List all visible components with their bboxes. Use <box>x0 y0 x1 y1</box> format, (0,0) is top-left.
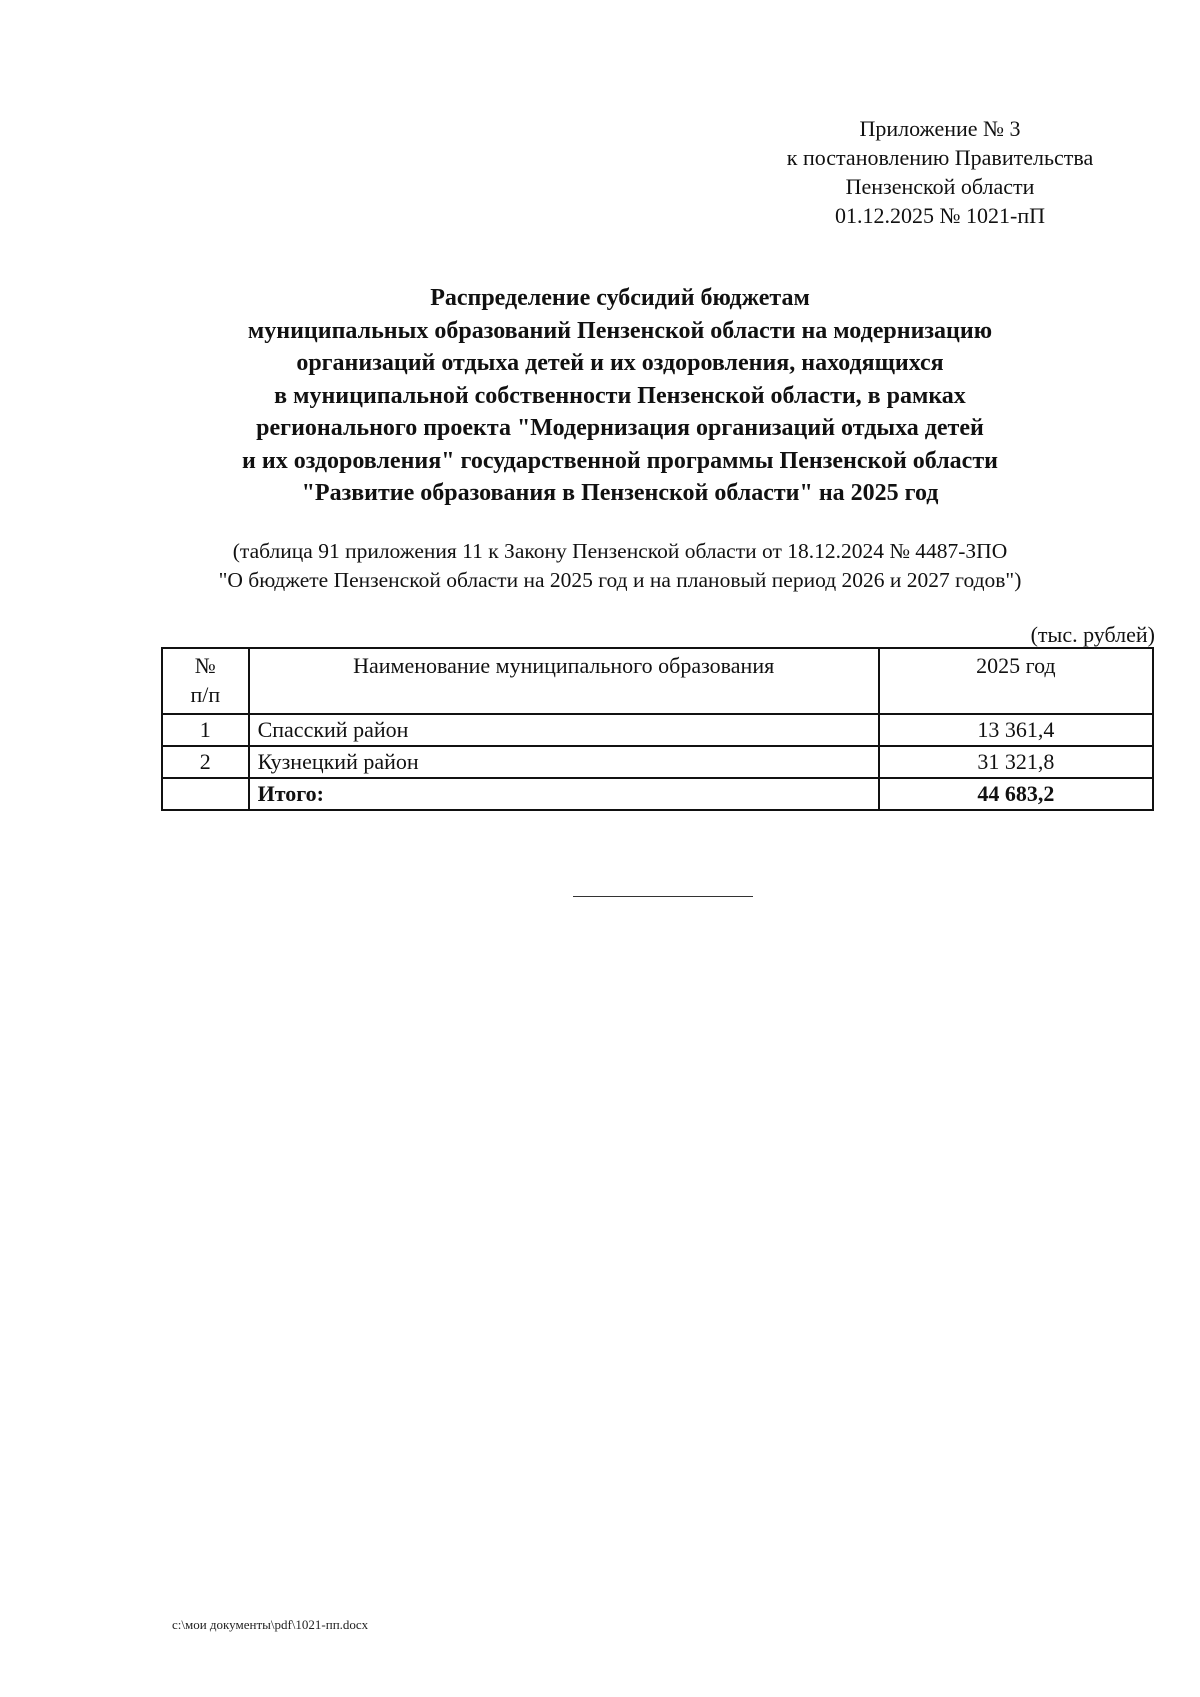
footer-file-path: c:\мои документы\pdf\1021-пп.docx <box>172 1617 369 1632</box>
row-num: 1 <box>162 714 249 746</box>
row-value: 13 361,4 <box>879 714 1153 746</box>
title-line: в муниципальной собственности Пензенской области, в рамках <box>274 382 966 409</box>
total-num-empty <box>162 778 249 810</box>
title-line: и их оздоровления" государственной программы Пензенской области <box>242 447 998 474</box>
title-line: регионального проекта "Модернизация организаций отдыха детей <box>256 415 984 441</box>
end-separator-line <box>573 896 753 897</box>
table-row <box>162 746 1153 778</box>
title-line: муниципальных образований Пензенской области на модернизацию <box>247 317 993 344</box>
title-line: Распределение субсидий бюджетам <box>430 285 810 311</box>
total-value: 44 683,2 <box>879 778 1153 810</box>
source-line: "О бюджете Пензенской области на 2025 год и на плановый период 2026 и 2027 годов") <box>218 568 1022 592</box>
total-label: Итого: <box>249 778 879 810</box>
appendix-header <box>760 114 1120 230</box>
header-num-symbol: № <box>194 653 216 678</box>
appendix-date-number: 01.12.2025 № 1021-пП <box>835 203 1045 228</box>
title-line: "Развитие образования в Пензенской области" на 2025 год <box>301 480 939 506</box>
row-value: 31 321,8 <box>879 746 1153 778</box>
table-total-row <box>162 778 1153 810</box>
source-line: (таблица 91 приложения 11 к Закону Пензенской области от 18.12.2024 № 4487-ЗПО <box>232 539 1008 563</box>
document-title <box>120 282 1120 510</box>
title-line: организаций отдыха детей и их оздоровления, находящихся <box>296 350 944 376</box>
header-num-abbrev: п/п <box>190 682 221 707</box>
header-municipality: Наименование муниципального образования <box>249 648 879 714</box>
appendix-line: к постановлению Правительства <box>786 145 1094 170</box>
subsidy-table <box>161 647 1154 811</box>
header-num <box>162 648 249 714</box>
header-year: 2025 год <box>879 648 1153 714</box>
source-reference <box>120 537 1120 595</box>
row-municipality: Спасский район <box>249 714 879 746</box>
row-num: 2 <box>162 746 249 778</box>
table-header-row <box>162 648 1153 714</box>
row-municipality: Кузнецкий район <box>249 746 879 778</box>
appendix-line: Пензенской области <box>845 174 1035 199</box>
table-row <box>162 714 1153 746</box>
units-label: (тыс. рублей) <box>1030 622 1155 647</box>
appendix-line: Приложение № 3 <box>859 116 1021 141</box>
